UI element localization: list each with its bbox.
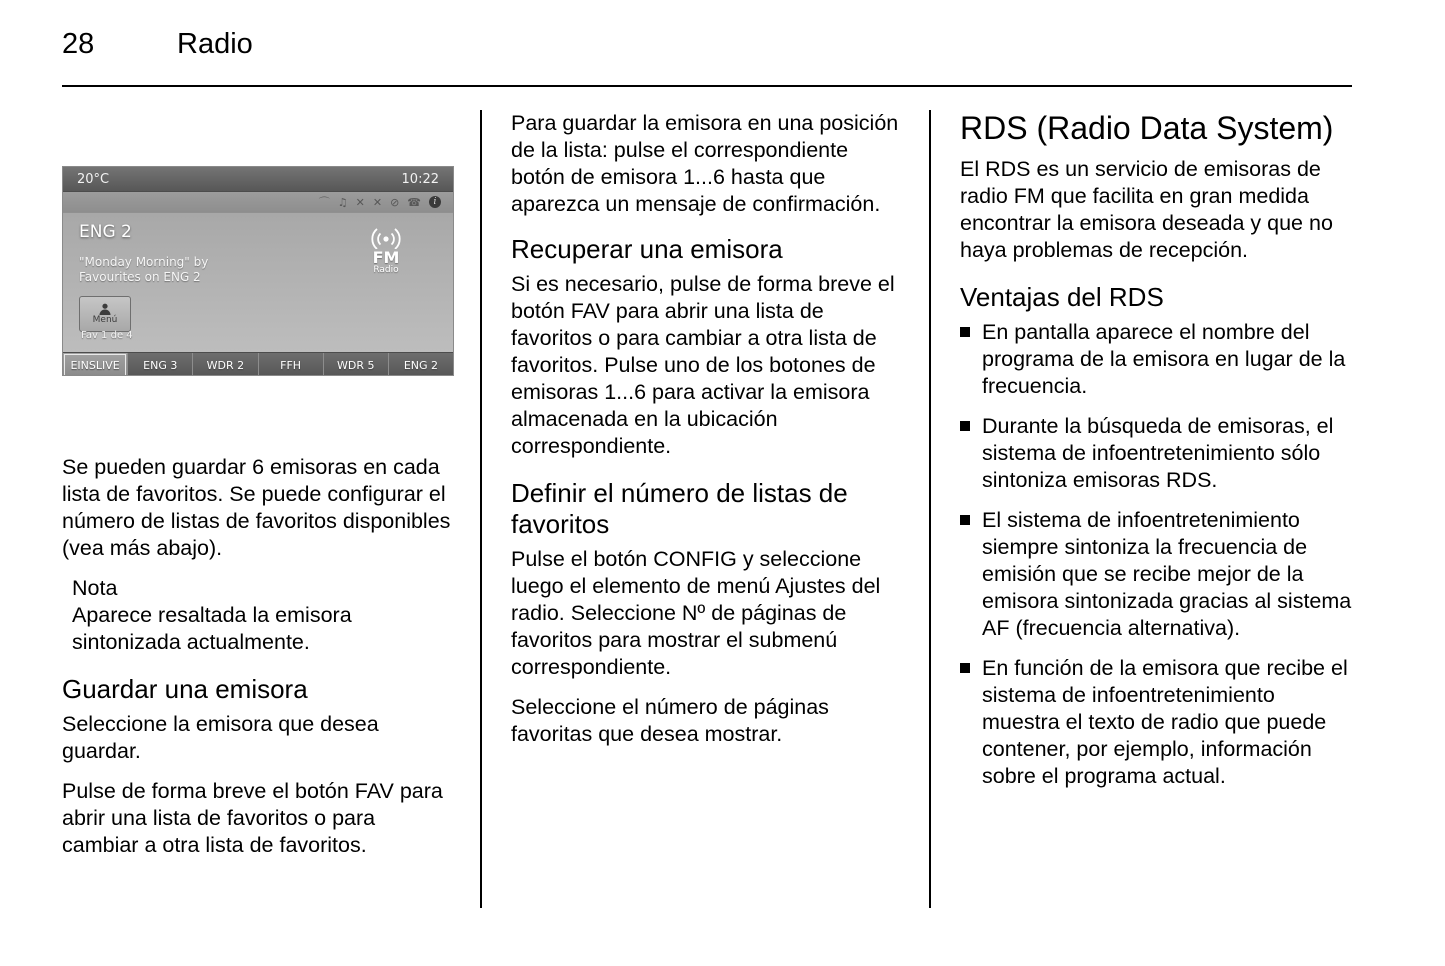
square-bullet-icon <box>960 327 970 337</box>
paragraph-rds-intro: El RDS es un servicio de emisoras de radio FM que facilita en gran medida encontrar la emisora deseada y que no haya problemas de recepción. <box>960 157 1333 262</box>
note-title: Nota <box>72 576 118 600</box>
heading-save-station: Guardar una emisora <box>62 674 308 704</box>
running-header <box>62 28 253 60</box>
preset-button-3: WDR 2 <box>192 353 257 376</box>
section-title: Radio <box>177 28 253 60</box>
radio-display-screenshot <box>62 166 454 376</box>
square-bullet-icon <box>960 663 970 673</box>
column-divider-1 <box>480 110 482 908</box>
square-bullet-icon <box>960 515 970 525</box>
content-columns <box>62 110 1353 910</box>
paragraph-press-fav: Pulse de forma breve el botón FAV para abrir una lista de favoritos o para cambiar a otra lista de favoritos. <box>62 779 443 857</box>
mute-icon <box>373 197 382 208</box>
column-1 <box>62 110 455 910</box>
list-item <box>960 319 1353 400</box>
no-traffic-icon <box>390 197 399 208</box>
note-body: Aparece resaltada la emisora sintonizada actualmente. <box>72 603 352 654</box>
radio-label: Radio <box>373 265 399 275</box>
wifi-icon <box>319 197 330 208</box>
display-main-area <box>63 213 453 352</box>
media-icon <box>338 197 348 208</box>
temperature-readout: 20°C <box>77 171 110 187</box>
preset-bar <box>63 352 453 376</box>
favorites-page-indicator: Fav 1 de 4 <box>81 330 133 341</box>
column-3 <box>960 110 1353 910</box>
list-item-text: Durante la búsqueda de emisoras, el sistema de infoentretenimiento sólo sintoniza emisoras RDS. <box>982 414 1334 492</box>
rds-benefits-list <box>960 319 1353 790</box>
page-number: 28 <box>62 28 95 60</box>
program-line-1: "Monday Morning" by <box>79 255 209 269</box>
preset-button-6: ENG 2 <box>388 353 453 376</box>
program-line-2: Favourites on ENG 2 <box>79 270 201 284</box>
column-2 <box>511 110 904 910</box>
column-divider-2 <box>929 110 931 908</box>
station-name: ENG 2 <box>79 222 132 242</box>
list-item-text: En pantalla aparece el nombre del programa de la emisora en lugar de la frecuencia. <box>982 320 1346 398</box>
paragraph-favorites-intro: Se pueden guardar 6 emisoras en cada lista de favoritos. Se puede configurar el número de listas de favoritos disponibles (vea más abajo). <box>62 455 451 560</box>
info-icon <box>429 196 441 208</box>
paragraph-recall-instructions: Si es necesario, pulse de forma breve el botón FAV para abrir una lista de favoritos o para cambiar a otra lista de favoritos. Pulse uno de los botones de emisoras 1...6 para activar la emisora almacenada en la ubicación correspondiente. <box>511 272 895 458</box>
heading-recall-station: Recuperar una emisora <box>511 234 783 264</box>
menu-person-icon <box>98 303 112 315</box>
preset-button-5: WDR 5 <box>323 353 388 376</box>
paragraph-select-pages: Seleccione el número de páginas favoritas que desea mostrar. <box>511 695 829 746</box>
paragraph-store-position: Para guardar la emisora en una posición de la lista: pulse el correspondiente botón de emisora 1...6 hasta que aparezca un mensaje de confirmación. <box>511 111 899 216</box>
menu-softkey-label: Menú <box>92 315 118 325</box>
program-info <box>79 255 208 285</box>
list-item-text: El sistema de infoentretenimiento siempre sintoniza la frecuencia de emisión que se recibe mejor de la emisora sintonizada gracias al sistema AF (frecuencia alternativa). <box>982 508 1352 640</box>
list-item-text: En función de la emisora que recibe el sistema de infoentretenimiento muestra el texto de radio que puede contener, por ejemplo, información sobre el programa actual. <box>982 656 1348 788</box>
square-bullet-icon <box>960 421 970 431</box>
display-icon-row <box>63 192 453 213</box>
list-item <box>960 413 1353 494</box>
list-item <box>960 507 1353 642</box>
heading-rds: RDS (Radio Data System) <box>960 110 1334 146</box>
note-block <box>72 575 455 656</box>
heading-define-lists: Definir el número de listas de favoritos <box>511 478 848 539</box>
heading-rds-benefits: Ventajas del RDS <box>960 282 1164 312</box>
fm-label: FM <box>372 248 400 267</box>
paragraph-select-station: Seleccione la emisora que desea guardar. <box>62 712 379 763</box>
fm-source-indicator <box>369 225 403 275</box>
paragraph-config-instructions: Pulse el botón CONFIG y seleccione luego el elemento de menú Ajustes del radio. Seleccione Nº de páginas de favoritos para mostrar el submenú correspondiente. <box>511 547 881 679</box>
header-rule <box>62 85 1352 87</box>
preset-button-2: ENG 3 <box>127 353 192 376</box>
display-status-bar <box>63 167 453 192</box>
clock-readout: 10:22 <box>401 171 439 187</box>
preset-button-4: FFH <box>258 353 323 376</box>
preset-button-1: EINSLIVE <box>63 353 127 376</box>
list-item <box>960 655 1353 790</box>
fm-radio-waves-icon <box>369 225 403 249</box>
shuffle-off-icon <box>356 197 365 208</box>
phone-icon <box>407 197 421 208</box>
